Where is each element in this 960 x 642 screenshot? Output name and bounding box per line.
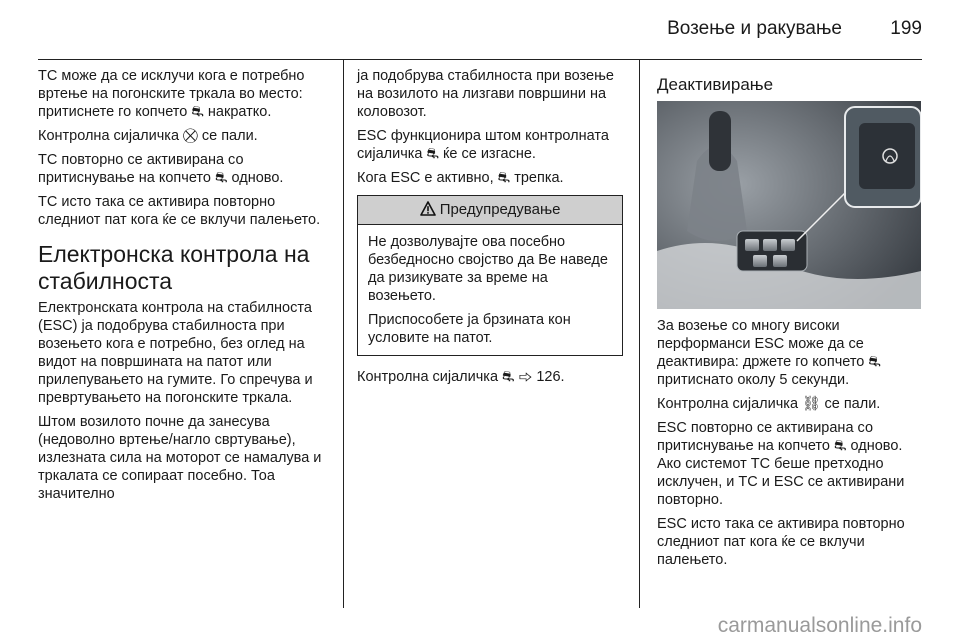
header-rule [38,59,922,60]
esc-intro-paragraph: Електронската контрола на стабилноста (ESC) ја подобрува стабилноста при возењето кога е потребно, без оглед на видот на површината на патот или прилепувањето на гумите. Го спречува и превртувањето на погонските тркала. [38,300,313,406]
center-console-illustration [657,101,921,309]
column-1 [38,67,330,509]
page-number: 199 [890,18,922,39]
warning-box [357,195,623,356]
warning-header [358,196,622,225]
deactivation-heading: Деактивирање [657,75,774,94]
esc-section-heading: Електронска контрола на стабилноста [38,241,310,294]
esc-stability-paragraph: ја подобрува стабилноста при возење на возилото на лизгави површини на коловозот. [357,68,614,120]
deactivation-paragraph: За возење со многу високи перформанси ESC може да се деактивира: држете го копчето ⛐ притиснато околу 5 секунди. [657,318,881,388]
esc-off-indicator-paragraph: Контролна сијаличка ⛓ се пали. [657,396,881,412]
esc-reactivate-paragraph: ESC повторно се активирана со притиснување на копчето ⛐ одново. Ако системот TC беше претходно исклучен, и TC и ESC се активирани повторно. [657,420,905,508]
tc-ignition-paragraph: TC исто така се активира повторно следниот пат кога ќе се вклучи палењето. [38,194,321,228]
warning-paragraph-2: Приспособете ја брзината кон условите на патот. [368,312,571,346]
tc-indicator-paragraph: Контролна сијаличка ⛒ се пали. [38,128,258,144]
watermark: carmanualsonline.info [717,614,922,637]
tc-reactivate-paragraph: TC повторно се активирана со притиснување на копчето ⛐ одново. [38,152,284,186]
esc-operation-paragraph: ESC функционира штом контролната сијаличка ⛐ ќе се изгасне. [357,128,609,162]
column-divider-left [343,60,344,608]
column-2 [357,67,623,392]
warning-paragraph-1: Не дозволувајте ова посебно безбедносно својство да Ве наведе да ризикувате за време на возењето. [368,234,608,304]
esc-ignition-paragraph: ESC исто така се активира повторно следниот пат кога ќе се вклучи палењето. [657,516,905,568]
column-3 [657,67,923,575]
warning-triangle-icon [420,201,436,216]
column-divider-right [639,60,640,608]
header-title: Возење и ракување [667,18,842,39]
warning-body [358,225,622,355]
indicator-reference-paragraph: Контролна сијаличка ⛐ ⇨ 126. [357,369,565,385]
esc-skid-paragraph: Штом возилото почне да занесува (недоволно вртење/нагло свртување), излезната сила на моторот се намалува и тркалата се сопираат посебно. Тоа значително [38,414,322,502]
tc-disable-paragraph: TC може да се исклучи кога е потребно вртење на погонските тркала во место: притиснете го копчето ⛐ накратко. [38,68,305,120]
esc-active-paragraph: Кога ESC е активно, ⛐ трепка. [357,170,564,186]
esc-button-photo [657,101,921,309]
warning-title: Предупредување [439,201,561,218]
